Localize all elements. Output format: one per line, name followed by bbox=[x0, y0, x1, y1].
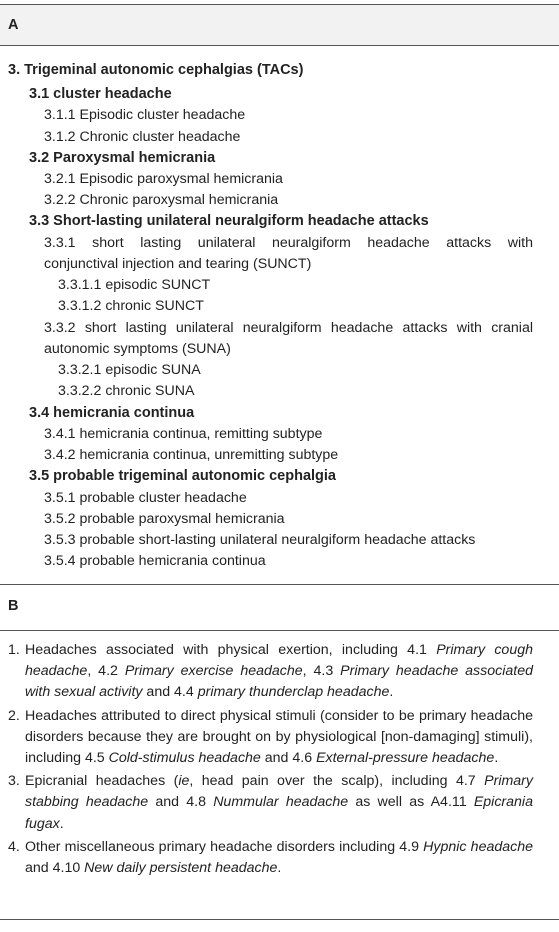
item-3-5-1: 3.5.1 probable cluster headache bbox=[44, 490, 247, 506]
item-3-5-2: 3.5.2 probable paroxysmal hemicrania bbox=[44, 511, 285, 527]
heading-3-2: 3.2 Paroxysmal hemicrania bbox=[29, 150, 216, 166]
item-3-3-1-1: 3.3.1.1 episodic SUNCT bbox=[58, 277, 211, 293]
heading-3-3: 3.3 Short-lasting unilateral neuralgiform headache attacks bbox=[29, 213, 429, 229]
section-b-list bbox=[8, 640, 533, 881]
item-3-3-1-2: 3.3.1.2 chronic SUNCT bbox=[58, 298, 204, 314]
item-3-3-2-line1: 3.3.2 short lasting unilateral neuralgiform headache attacks with cranial bbox=[44, 320, 533, 336]
heading-3-4: 3.4 hemicrania continua bbox=[29, 405, 195, 421]
item-3-1-2: 3.1.2 Chronic cluster headache bbox=[44, 129, 241, 145]
list-text: Epicranial headaches (ie, head pain over the scalp), including 4.7 Primary stabbing headache and 4.8 Nummular headache as well as A4.11 Epicrania fugax. bbox=[25, 773, 533, 832]
heading-3-5: 3.5 probable trigeminal autonomic cephalgia bbox=[29, 468, 336, 484]
item-3-3-1-line1: 3.3.1 short lasting unilateral neuralgiform headache attacks with bbox=[44, 235, 533, 251]
item-3-4-2: 3.4.2 hemicrania continua, unremitting subtype bbox=[44, 447, 339, 463]
section-a-header-rule bbox=[0, 45, 559, 46]
item-3-3-2-2: 3.3.2.2 chronic SUNA bbox=[58, 383, 195, 399]
tacs-title: 3. Trigeminal autonomic cephalgias (TACs) bbox=[8, 62, 304, 78]
item-3-3-2-line2: autonomic symptoms (SUNA) bbox=[44, 341, 231, 357]
list-number: 4. bbox=[8, 838, 20, 855]
list-item bbox=[8, 640, 533, 704]
list-item bbox=[8, 706, 533, 770]
heading-3-1: 3.1 cluster headache bbox=[29, 86, 172, 102]
item-3-2-2: 3.2.2 Chronic paroxysmal hemicrania bbox=[44, 192, 279, 208]
section-b-header-rule bbox=[0, 630, 559, 631]
section-a-header bbox=[0, 5, 559, 45]
item-3-5-3: 3.5.3 probable short-lasting unilateral neuralgiform headache attacks bbox=[44, 532, 476, 548]
list-text: Headaches associated with physical exertion, including 4.1 Primary cough headache, 4.2 Primary exercise headache, 4.3 Primary headache associated with sexual activity and 4.4 primary thunderclap headache. bbox=[25, 642, 533, 701]
item-3-2-1: 3.2.1 Episodic paroxysmal hemicrania bbox=[44, 171, 283, 187]
item-3-5-4: 3.5.4 probable hemicrania continua bbox=[44, 553, 266, 569]
list-item bbox=[8, 837, 533, 879]
item-3-3-1-line2: conjunctival injection and tearing (SUNCT) bbox=[44, 256, 312, 272]
bottom-rule bbox=[0, 919, 559, 920]
list-text: Other miscellaneous primary headache disorders including 4.9 Hypnic headache and 4.10 New daily persistent headache. bbox=[25, 838, 534, 877]
list-item bbox=[8, 771, 533, 835]
list-number: 2. bbox=[8, 707, 20, 724]
list-number: 3. bbox=[8, 773, 20, 790]
section-b-top-rule bbox=[0, 584, 559, 585]
section-a-label: A bbox=[8, 17, 19, 33]
item-3-4-1: 3.4.1 hemicrania continua, remitting subtype bbox=[44, 426, 323, 442]
list-text: Headaches attributed to direct physical stimuli (consider to be primary headache disorders because they are brought on by physiological [non-damaging] stimuli), including 4.5 Cold-stimulus headache and 4.6 External-pressure headache. bbox=[25, 707, 533, 767]
section-b-label: B bbox=[8, 598, 19, 614]
list-number: 1. bbox=[8, 642, 20, 658]
item-3-3-2-1: 3.3.2.1 episodic SUNA bbox=[58, 362, 201, 378]
item-3-1-1: 3.1.1 Episodic cluster headache bbox=[44, 107, 246, 123]
